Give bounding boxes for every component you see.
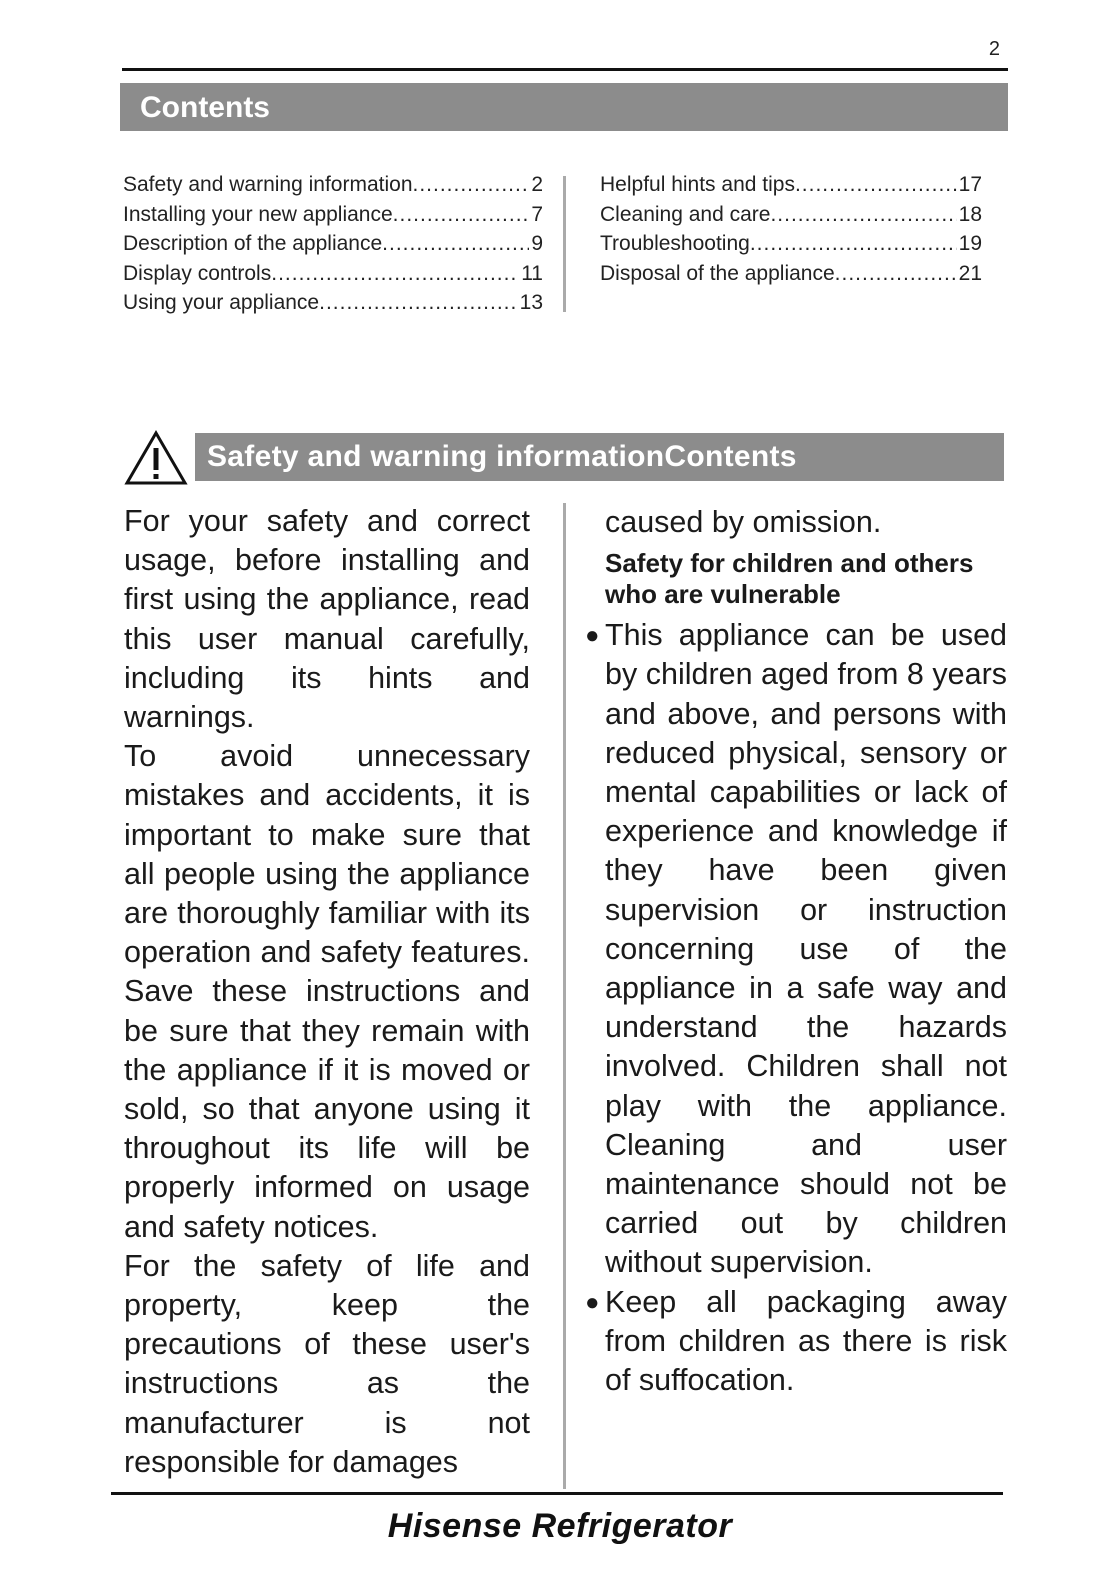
top-rule (122, 68, 1008, 71)
toc-item-label: Helpful hints and tips (600, 173, 795, 196)
toc-leader-dots (271, 259, 519, 289)
toc-item-page: 17 (958, 173, 982, 196)
toc-divider (563, 176, 566, 312)
warning-triangle-icon (124, 430, 188, 486)
safety-continuation-text: caused by omission. (605, 505, 882, 539)
toc-item-page: 18 (958, 202, 982, 226)
toc-item[interactable] (600, 229, 982, 259)
toc-item[interactable] (123, 170, 543, 200)
bullet-icon: ● (585, 1288, 600, 1316)
toc-leader-dots (319, 288, 518, 318)
toc-item-page: 7 (531, 202, 543, 226)
toc-item-label: Installing your new appliance (123, 202, 393, 226)
toc-item-label: Cleaning and care (600, 202, 771, 226)
toc-item[interactable] (600, 170, 982, 200)
children-safety-heading: Safety for children and others who are vulnerable (605, 548, 974, 610)
safety-paragraph: To avoid unnecessary mistakes and accidents, it is important to make sure that all people using the appliance are thoroughly familiar with its operation and safety features. Save these instructions and be sure that they remain with the appliance if it is moved or sold, so that anyone using it throughout its life will be properly informed on usage and safety notices. (124, 739, 530, 1244)
bottom-rule (111, 1492, 1003, 1495)
toc-item-page: 13 (519, 291, 543, 314)
bullet-icon: ● (585, 622, 600, 650)
toc-item-label: Description of the appliance (123, 232, 383, 255)
footer-brand-logo: Hisense Refrigerator (387, 1507, 733, 1545)
toc-item-label: Safety and warning information (123, 173, 413, 196)
safety-paragraph: For the safety of life and property, keep the precautions of these user's instructions as the manufacturer is not responsible for damages (124, 1248, 530, 1479)
toc-item[interactable] (123, 200, 543, 230)
contents-header: Contents (120, 83, 1008, 131)
body-divider (563, 503, 566, 1489)
toc-leader-dots (750, 229, 957, 259)
toc-item-page: 2 (531, 173, 543, 196)
toc-item-label: Troubleshooting (600, 232, 750, 255)
toc-leader-dots (393, 200, 530, 230)
toc-item[interactable] (123, 259, 543, 289)
toc-item[interactable] (123, 229, 543, 259)
toc-leader-dots (413, 170, 530, 200)
toc-item[interactable] (123, 288, 543, 318)
toc-leader-dots (770, 200, 956, 230)
toc-item-label: Disposal of the appliance (600, 261, 835, 285)
toc-item-page: 9 (531, 232, 543, 255)
toc-item[interactable] (600, 200, 982, 230)
bullet-text: This appliance can be used by children aged from 8 years and above, and persons with reduced physical, sensory or mental capabilities or lack of experience and knowledge if they have been given supervision or instruction concerning use of the appliance in a safe way and understand the hazards involved. Children shall not play with the appliance. Cleaning and user maintenance should not be carried out by children without supervision. (605, 618, 1007, 1280)
safety-right-column (585, 503, 1007, 1400)
page-number: 2 (988, 38, 1000, 60)
toc-item-label: Using your appliance (123, 291, 320, 314)
safety-section-header: Safety and warning informationContents (195, 433, 1004, 481)
toc-item-page: 21 (958, 261, 982, 285)
toc-item-label: Display controls (123, 261, 272, 285)
toc-right-column (600, 170, 982, 288)
toc-left-column (123, 170, 543, 318)
toc-leader-dots (835, 259, 957, 289)
bullet-item (585, 1283, 1007, 1401)
bullet-text: Keep all packaging away from children as there is risk of suffocation. (605, 1284, 1007, 1398)
toc-item-page: 11 (521, 261, 543, 285)
bullet-item (585, 616, 1007, 1282)
toc-leader-dots (382, 229, 529, 259)
safety-left-column (124, 502, 530, 1482)
toc-leader-dots (795, 170, 957, 200)
toc-item-page: 19 (958, 232, 982, 255)
toc-item[interactable] (600, 259, 982, 289)
safety-paragraph: For your safety and correct usage, before installing and first using the appliance, read this user manual carefully, including its hints and warnings. (124, 504, 530, 735)
